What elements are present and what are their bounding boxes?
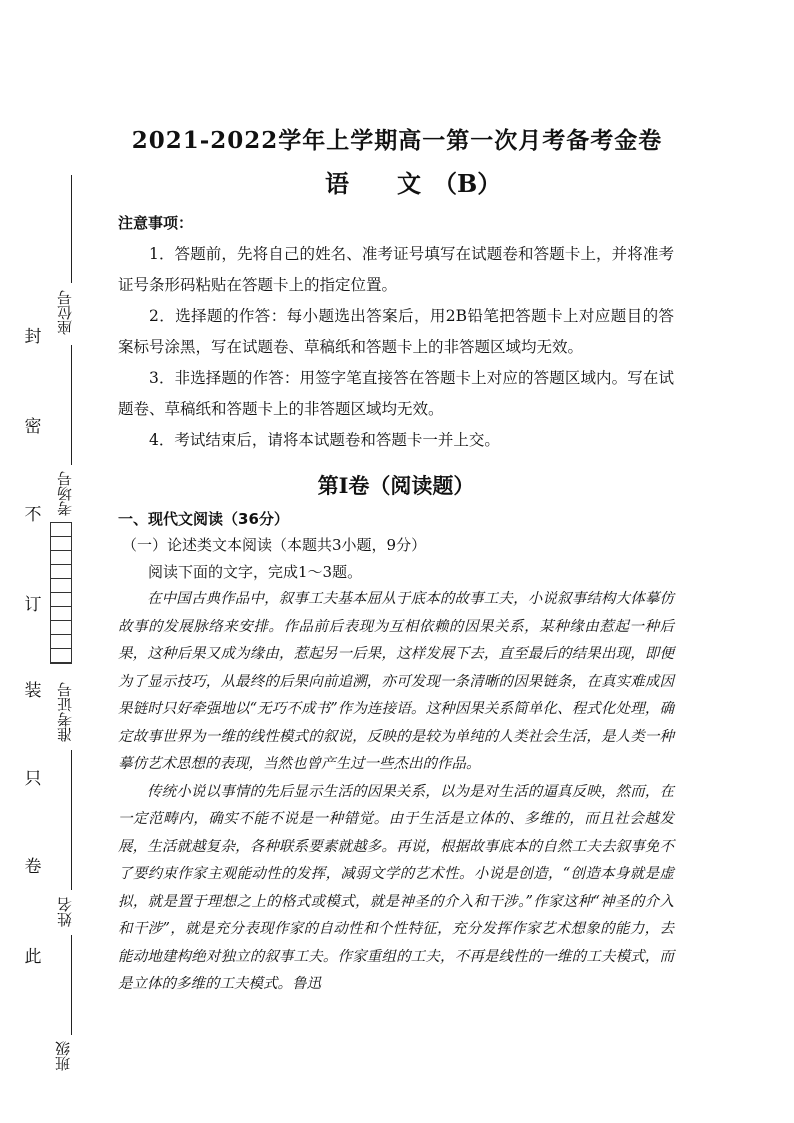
binding-margin xyxy=(0,0,110,1123)
seal-char-zhuang: 装 xyxy=(24,681,42,701)
name-line xyxy=(71,750,72,890)
seal-char-ding: 订 xyxy=(24,595,42,615)
reading-instruction: 阅读下面的文字，完成1～3题。 xyxy=(148,563,363,581)
subject-title: 语 文 （B） xyxy=(325,169,502,198)
seat-line xyxy=(71,175,72,283)
passage-paragraph-2: 传统小说以事情的先后显示生活的因果关系，以为是对生活的逼真反映，然而，在一定范畴内，确实不能不说是一种错觉。由于生活是立体的、多维的，而且社会越发展，生活就越复杂，各种联系要素就越多。再说，根据故事底本的自然工夫去叙事免不了要约束作家主观能动性的发挥，减弱文学的艺术性。小说是创造，“创造本身就是虚拟，就是置于理想之上的格式或模式，就是神圣的介入和干涉。”作家这种“神圣的介入和干涉”，就是充分表现作家的自动性和个性特征，充分发挥作家艺术想象的能力，去能动地建构绝对独立的叙事工夫。作家重组的工夫，不再是线性的一维的工夫模式，而是立体的多维的工夫模式。鲁迅 xyxy=(118,783,674,992)
class-line xyxy=(71,935,72,1035)
notice-item-2: 2．选择题的作答：每小题选出答案后，用2B铅笔把答题卡上对应题目的答案标号涂黑，写在试题卷、草稿纸和答题卡上的非答题区域均无效。 xyxy=(118,307,674,356)
seal-char-mi: 密 xyxy=(24,417,42,437)
notice-item-3: 3．非选择题的作答：用签字笔直接答在答题卡上对应的答题区域内。写在试题卷、草稿纸和答题卡上的非答题区域均无效。 xyxy=(118,369,674,418)
exam-room-line xyxy=(71,345,72,465)
section-heading: 一、现代文阅读（36分） xyxy=(118,510,289,528)
admission-label: 准考证号 xyxy=(56,682,74,742)
part-one-title: 第Ⅰ卷（阅读题） xyxy=(317,473,475,498)
exam-title: 2021-2022学年上学期高一第一次月考备考金卷 xyxy=(131,127,663,154)
seal-char-zhi: 只 xyxy=(24,769,42,789)
notice-item-4: 4．考试结束后，请将本试题卷和答题卡一并上交。 xyxy=(149,431,500,449)
seat-label: 座位号 xyxy=(56,290,74,336)
name-label: 姓名 xyxy=(56,897,74,927)
class-label: 班级 xyxy=(54,1041,72,1071)
seal-char-bu: 不 xyxy=(24,505,42,525)
notice-heading: 注意事项： xyxy=(118,214,194,232)
notice-item-1: 1．答题前，先将自己的姓名、准考证号填写在试题卷和答题卡上，并将准考证号条形码粘贴在答题卡上的指定位置。 xyxy=(118,245,674,294)
subsection-heading: （一）论述类文本阅读（本题共3小题，9分） xyxy=(122,536,427,554)
seal-char-ci: 此 xyxy=(24,947,42,967)
passage-paragraph-1: 在中国古典作品中，叙事工夫基本屈从于底本的故事工夫，小说叙事结构大体摹仿故事的发展脉络来安排。作品前后表现为互相依赖的因果关系，某种缘由惹起一种后果，这种后果又成为缘由，惹起另一后果，这样发展下去，直至最后的结果出现，即便为了显示技巧，从最终的后果向前追溯，亦可发现一条清晰的因果链条，在真实难成因果链时只好牵强地以“无巧不成书”作为连接语。这种因果关系简单化、程式化处理，确定故事世界为一维的线性模式的叙说，反映的是较为单纯的人类社会生活，是人类一种摹仿艺术思想的表现，当然也曾产生过一些杰出的作品。 xyxy=(118,591,674,772)
exam-room-label: 考场号 xyxy=(56,471,74,517)
admission-number-grid xyxy=(50,522,72,664)
page-content xyxy=(118,212,674,999)
seal-char-feng: 封 xyxy=(24,327,42,347)
seal-char-juan: 卷 xyxy=(24,857,42,877)
